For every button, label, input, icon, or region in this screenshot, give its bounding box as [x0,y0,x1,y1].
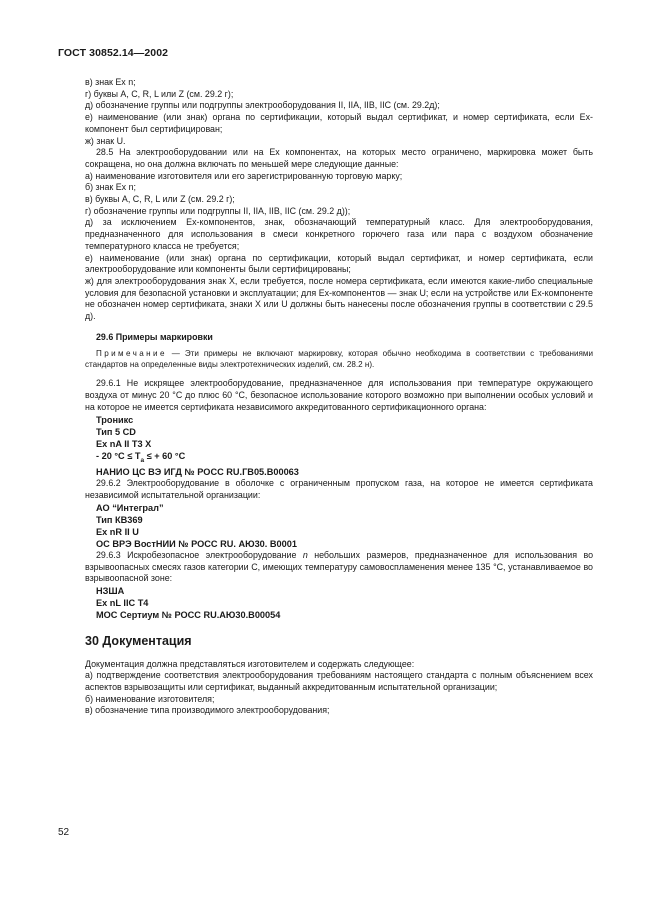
list-item: ж) для электрооборудования знак X, если требуется, после номера сертификата, если имеются какие-либо специальные условия для безопасной установки и эксплуатации; для Ex-компонентов — знак U; если на устройстве или Ex-компоненте не обозначен номер сертификата, знаки X или U должны быть нанесены после обозначения группы в соответствии с 29.5 д). [85,275,593,322]
list-item: в) знак Ex n; [85,77,136,87]
section-title-30: 30 Документация [85,633,192,648]
list-item: б) наименование изготовителя; [85,693,215,704]
marking-example-2 [85,502,593,550]
list-item: а) наименование изготовителя или его зарегистрированную торговую марку; [85,170,403,181]
marking-example-3 [85,585,593,621]
list-item: е) наименование (или знак) органа по сертификации, который выдал сертификат, и номер сертификата, если Ex-компонент был сертифицирован; [85,112,593,134]
list-item: б) знак Ex n; [85,182,136,193]
paragraph-30-intro: Документация должна представляться изготовителем и содержать следующее: [85,658,415,669]
paragraph-29-6-2: 29.6.2 Электрооборудование в оболочке с ограниченным пропуском газа, на которое не имеется сертификата независимой испытательной организации: [85,478,593,501]
page-number: 52 [58,827,70,838]
marking-line: Троникс [96,414,134,425]
paragraph-28-5: 28.5 На электрооборудовании или на Ex компонентах, на которых место ограничено, маркировка может быть сокращена, но она должна включать по меньшей мере следующие данные: [85,147,593,169]
marking-line: - 20 $^\circ C \le T_a$ ≤ + 60 °C [96,450,186,464]
list-item: а) подтверждение соответствия электрооборудования требованиям настоящего стандарта с полным объяснением всех аспектов взрывозащиты или сертификат, выданный аккредитованным испытательной организации; [85,670,593,693]
list-item: д) обозначение группы или подгруппы электрооборудования II, IIA, IIB, IIC (см. 29.2д); [85,100,440,111]
list-item: в) буквы A, C, R, L или Z (см. 29.2 г); [85,194,235,205]
note-label: Примечание [96,349,167,359]
paragraph-29-6-3: 29.6.3 Искробезопасное электрооборудование n небольших размеров, предназначенное для использования во взрывоопасных смесях газов категории C, имеющих температуру самовоспламенения менее 135 °C, устанавливаемое во взрывоопасной зоне: [85,549,594,584]
list-item: в) обозначение типа производимого электрооборудования; [85,705,330,716]
page-content [85,77,593,717]
marking-line: Ex nL IIC T4 [96,597,149,608]
marking-line: НЗША [96,585,125,596]
note-paragraph [85,348,593,370]
list-item: г) буквы A, C, R, L или Z (см. 29.2 г); [85,88,234,99]
document-header: ГОСТ 30852.14—2002 [58,47,169,59]
marking-line: Тип 5 CD [96,426,136,437]
marking-line: НАНИО ЦС ВЭ ИГД № РОСС RU.ГВ05.В00063 [96,467,299,478]
marking-line: МОС Сертиум № РОСС RU.АЮ30.В00054 [96,609,281,620]
list-item: ж) знак U. [85,135,126,146]
marking-example-1 [85,414,593,479]
list-item: г) обозначение группы или подгруппы II, IIA, IIB, IIC (см. 29.2 д)); [85,205,351,216]
marking-line: Ex nR II U [96,526,139,537]
marking-line: ОС ВРЭ ВостНИИ № РОСС RU. АЮ30. В0001 [96,538,297,549]
note-text: — Эти примеры не включают маркировку, которая обычно необходима в соответствии с требованиями стандартов на определенные виды электротехнических изделий, см. 28.2 н). [85,349,593,370]
list-item: д) за исключением Ex-компонентов, знак, обозначающий температурный класс. Для электрооборудования, предназначенного для использования в смеси конкретного горючего газа или пара с воздухом обозначение температурного класса не требуется; [85,217,593,251]
marking-line: Ex nA II T3 X [96,438,152,449]
list-item: е) наименование (или знак) органа по сертификации, который выдал сертификат, и номер сертификата, если электрооборудование или компоненты были сертифицированы; [85,252,593,275]
paragraph-29-6-1: 29.6.1 Не искрящее электрооборудование, предназначенное для использования при температуре окружающего воздуха от минус 20 °C до плюс 60 °C, безопасное использование которого возможно при выполнении особых условий и на которое не имеется сертификата независимого аккредитованного сертификационного органа: [85,378,593,412]
subsection-title-29-6: 29.6 Примеры маркировки [96,331,213,342]
marking-line: АО “Интеграл” [96,502,164,513]
marking-line: Тип КВ369 [96,514,143,525]
